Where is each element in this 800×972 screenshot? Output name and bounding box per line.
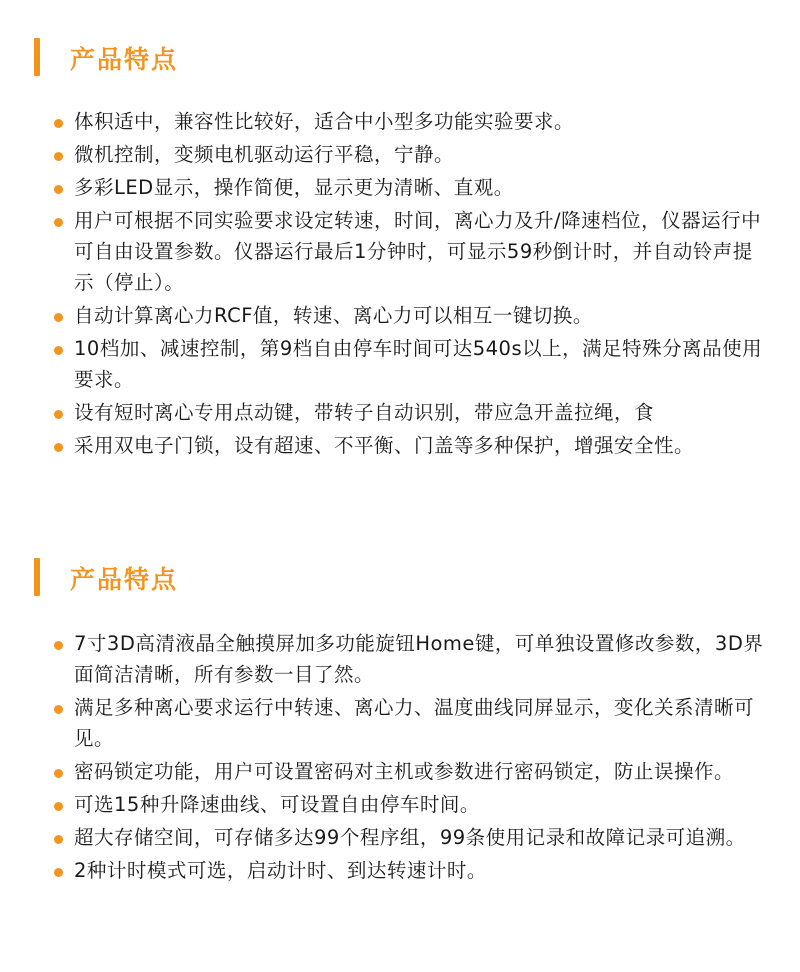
bullet-dot-icon bbox=[54, 705, 63, 714]
bullet-dot-icon bbox=[54, 152, 63, 161]
list-item: 体积适中，兼容性比较好，适合中小型多功能实验要求。 bbox=[0, 106, 800, 137]
list-item: 可选15种升降速曲线、可设置自由停车时间。 bbox=[0, 789, 800, 820]
list-item: 设有短时离心专用点动键，带转子自动识别，带应急开盖拉绳，食 bbox=[0, 397, 800, 428]
section-title: 产品特点 bbox=[70, 565, 179, 594]
list-item: 多彩LED显示，操作简便，显示更为清晰、直观。 bbox=[0, 172, 800, 203]
list-item: 10档加、减速控制，第9档自由停车时间可达540s以上，满足特殊分离品使用要求。 bbox=[0, 333, 800, 395]
bullet-dot-icon bbox=[54, 313, 63, 322]
section-header bbox=[0, 32, 800, 80]
bullet-dot-icon bbox=[54, 443, 63, 452]
list-item: 用户可根据不同实验要求设定转速，时间，离心力及升/降速档位，仪器运行中可自由设置参数。仪器运行最后1分钟时，可显示59秒倒计时，并自动铃声提示（停止）。 bbox=[0, 205, 800, 298]
bullet-dot-icon bbox=[54, 185, 63, 194]
list-item: 7寸3D高清液晶全触摸屏加多功能旋钮Home键，可单独设置修改参数，3D界面简洁清晰，所有参数一目了然。 bbox=[0, 628, 800, 690]
list-item: 密码锁定功能，用户可设置密码对主机或参数进行密码锁定，防止误操作。 bbox=[0, 756, 800, 787]
bullet-dot-icon bbox=[54, 218, 63, 227]
bullet-dot-icon bbox=[54, 835, 63, 844]
bullet-dot-icon bbox=[54, 802, 63, 811]
bullet-dot-icon bbox=[54, 641, 63, 650]
list-item: 自动计算离心力RCF值，转速、离心力可以相互一键切换。 bbox=[0, 300, 800, 331]
list-item: 超大存储空间，可存储多达99个程序组，99条使用记录和故障记录可追溯。 bbox=[0, 822, 800, 853]
accent-bar bbox=[34, 558, 40, 596]
bullet-dot-icon bbox=[54, 410, 63, 419]
list-item: 采用双电子门锁，设有超速、不平衡、门盖等多种保护，增强安全性。 bbox=[0, 430, 800, 461]
features-section-1 bbox=[0, 32, 800, 457]
feature-list bbox=[0, 106, 800, 463]
bullet-dot-icon bbox=[54, 346, 63, 355]
list-item: 微机控制，变频电机驱动运行平稳，宁静。 bbox=[0, 139, 800, 170]
features-section-2 bbox=[0, 552, 800, 882]
list-item: 2种计时模式可选，启动计时、到达转速计时。 bbox=[0, 855, 800, 886]
bullet-dot-icon bbox=[54, 119, 63, 128]
list-item: 满足多种离心要求运行中转速、离心力、温度曲线同屏显示，变化关系清晰可见。 bbox=[0, 692, 800, 754]
bullet-dot-icon bbox=[54, 868, 63, 877]
feature-list bbox=[0, 628, 800, 888]
section-header bbox=[0, 552, 800, 600]
section-title: 产品特点 bbox=[70, 45, 179, 74]
bullet-dot-icon bbox=[54, 769, 63, 778]
accent-bar bbox=[34, 38, 40, 76]
